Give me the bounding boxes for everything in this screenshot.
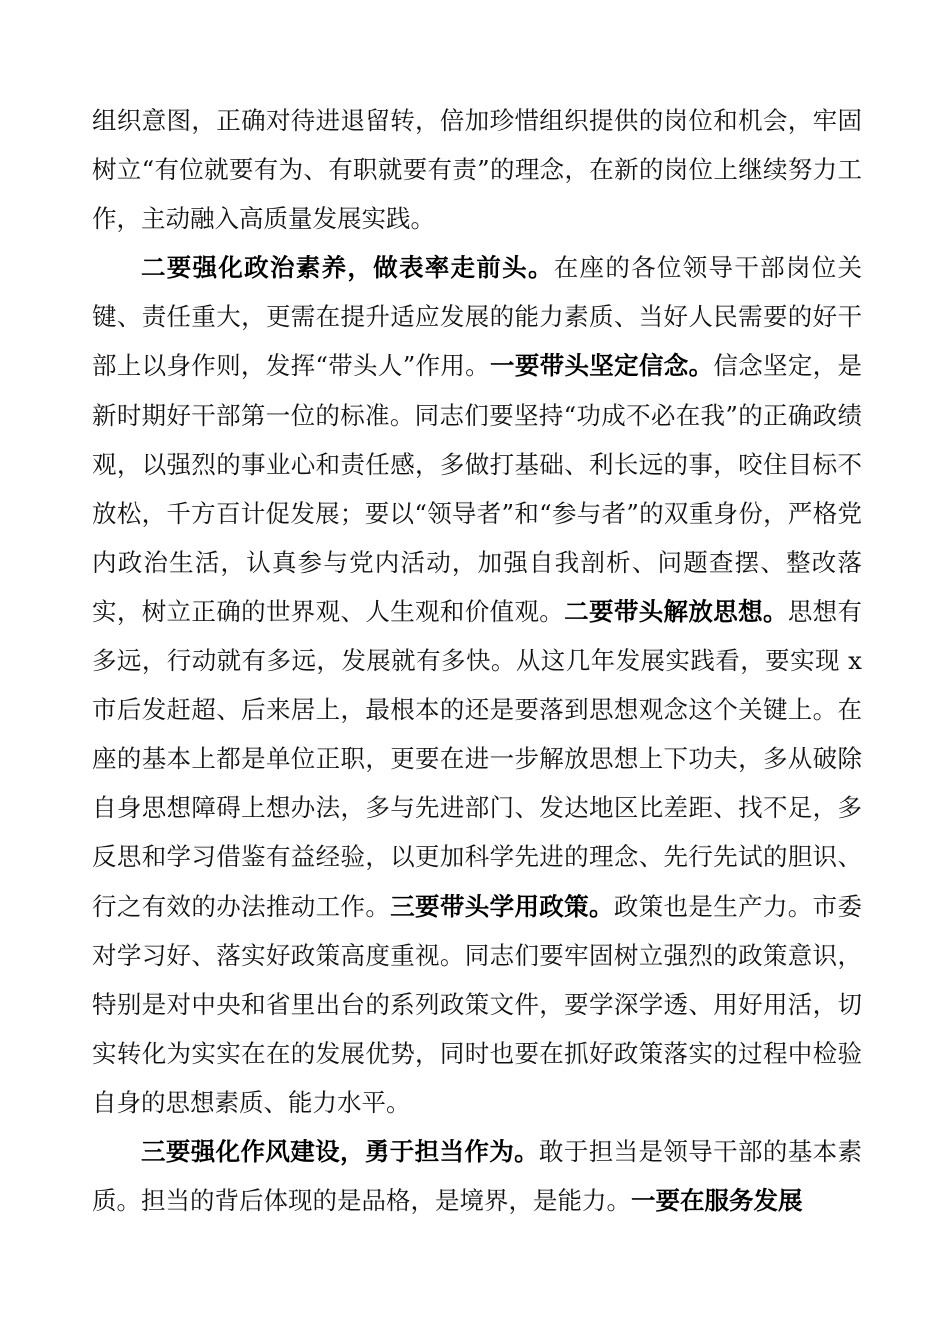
point-heading-serve-development: 一要在服务发展 [631,1186,803,1216]
point-heading-emancipate-mind: 二要带头解放思想。 [564,596,788,626]
point-heading-learn-policy: 三要带头学用政策。 [390,891,614,921]
paragraph-political-quality [92,243,862,1127]
body-text: 思想有多远，行动就有多远，发展就有多快。从这几年发展实践看，要实现 x 市后发赶超、后来居上，最根本的还是要落到思想观念这个关键上。在座的基本上都是单位正职，更要在进一步解放思想上下功夫，多从破除自身思想障碍上想办法，多与先进部门、发达地区比差距、找不足，多反思和学习借鉴有益经验，以更加科学先进的理念、先行先试的胆识、行之有效的办法推动工作。 [92,596,863,921]
body-text: 政策也是生产力。市委对学习好、落实好政策高度重视。同志们要牢固树立强烈的政策意识，特别是对中央和省里出台的系列政策文件，要学深学透、用好用活，切实转化为实实在在的发展优势，同时也要在抓好政策落实的过程中检验自身的思想素质、能力水平。 [92,891,863,1117]
document-body [92,96,862,1225]
section-heading-political-quality: 二要强化政治素养，做表率走前头。 [141,253,554,283]
body-text: 在座的各位领导干部岗位关键、责任重大，更需在提升适应发展的能力素质、当好人民需要的好干部上以身作则，发挥“带头人”作用。 [92,253,863,381]
paragraph-work-style [92,1127,862,1225]
paragraph-continuation [92,96,862,243]
body-text: 组织意图，正确对待进退留转，倍加珍惜组织提供的岗位和机会，牢固树立“有位就要有为、有职就要有责”的理念，在新的岗位上继续努力工作，主动融入高质量发展实践。 [92,106,862,234]
point-heading-firm-belief: 一要带头坚定信念。 [490,351,714,381]
section-heading-work-style: 三要强化作风建设，勇于担当作为。 [141,1136,539,1166]
body-text: 敢于担当是领导干部的基本素质。担当的背后体现的是品格，是境界，是能力。 [92,1136,862,1216]
body-text: 信念坚定，是新时期好干部第一位的标准。同志们要坚持“功成不必在我”的正确政绩观，以强烈的事业心和责任感，多做打基础、利长远的事，咬住目标不放松，千方百计促发展；要以“领导者”和“参与者”的双重身份，严格党内政治生活，认真参与党内活动，加强自我剖析、问题查摆、整改落实，树立正确的世界观、人生观和价值观。 [92,351,862,626]
